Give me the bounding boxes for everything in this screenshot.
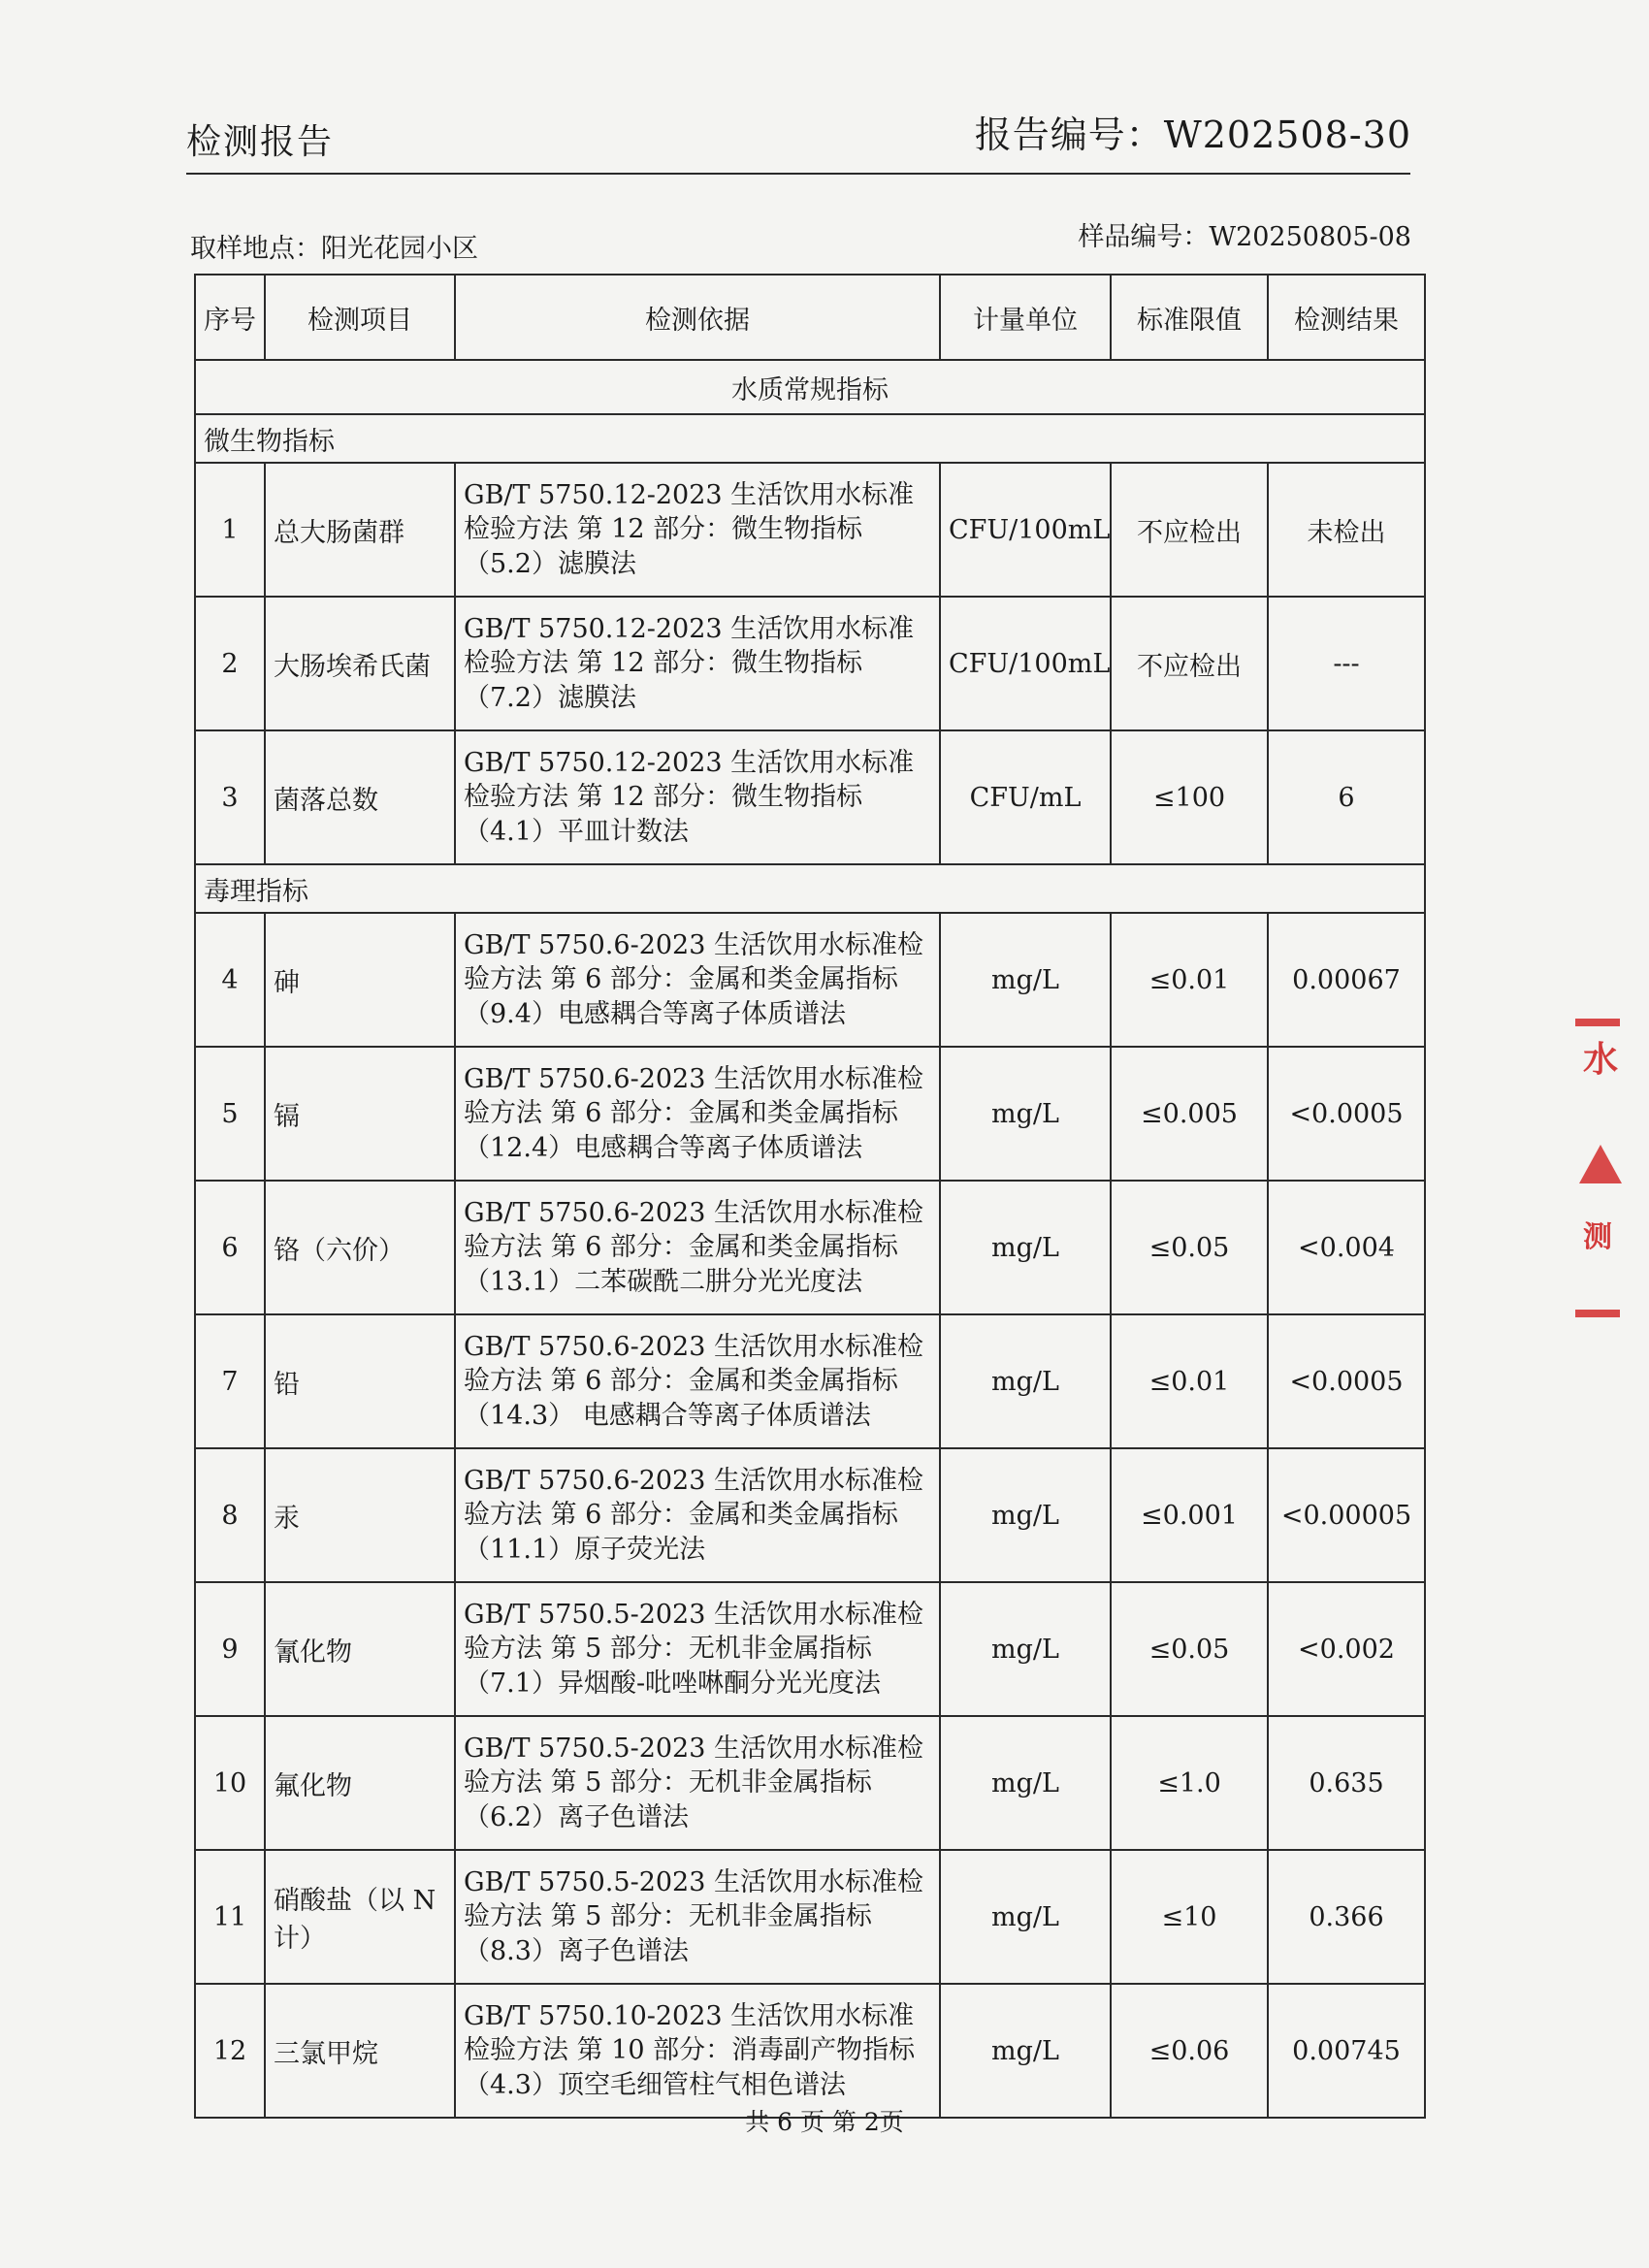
cell-item: 菌落总数 xyxy=(265,730,455,864)
col-header-result: 检测结果 xyxy=(1268,275,1425,360)
cell-basis: GB/T 5750.12-2023 生活饮用水标准检验方法 第 12 部分：微生物指标（4.1）平皿计数法 xyxy=(455,730,940,864)
cell-limit: 不应检出 xyxy=(1111,597,1268,730)
cell-limit: ≤0.01 xyxy=(1111,913,1268,1047)
section-title-row xyxy=(195,360,1425,414)
cell-item: 汞 xyxy=(265,1448,455,1582)
cell-limit: ≤0.05 xyxy=(1111,1582,1268,1716)
cell-limit: 不应检出 xyxy=(1111,463,1268,597)
cell-basis: GB/T 5750.6-2023 生活饮用水标准检验方法 第 6 部分：金属和类金属指标（14.3） 电感耦合等离子体质谱法 xyxy=(455,1314,940,1448)
cell-item: 三氯甲烷 xyxy=(265,1984,455,2118)
cell-basis: GB/T 5750.6-2023 生活饮用水标准检验方法 第 6 部分：金属和类金属指标（13.1）二苯碳酰二肼分光光度法 xyxy=(455,1181,940,1314)
table-row xyxy=(195,1850,1425,1984)
cell-unit: mg/L xyxy=(940,1314,1111,1448)
stamp-star-mark xyxy=(1579,1145,1622,1183)
table-row xyxy=(195,913,1425,1047)
cell-result: 0.635 xyxy=(1268,1716,1425,1850)
cell-unit: mg/L xyxy=(940,913,1111,1047)
section-title: 水质常规指标 xyxy=(195,360,1425,414)
col-header-no: 序号 xyxy=(195,275,265,360)
cell-basis: GB/T 5750.12-2023 生活饮用水标准检验方法 第 12 部分：微生物指标（5.2）滤膜法 xyxy=(455,463,940,597)
table-row xyxy=(195,463,1425,597)
cell-unit: mg/L xyxy=(940,1984,1111,2118)
group-name: 毒理指标 xyxy=(195,864,1425,913)
cell-limit: ≤0.01 xyxy=(1111,1314,1268,1448)
col-header-unit: 计量单位 xyxy=(940,275,1111,360)
cell-limit: ≤0.05 xyxy=(1111,1181,1268,1314)
results-table xyxy=(194,274,1426,2119)
page-footer: 共 6 页 第 2页 xyxy=(745,2108,904,2136)
cell-result: <0.004 xyxy=(1268,1181,1425,1314)
sample-number: 样品编号：W20250805-08 xyxy=(1078,222,1411,252)
cell-no: 3 xyxy=(195,730,265,864)
table-row xyxy=(195,730,1425,864)
cell-item: 大肠埃希氏菌 xyxy=(265,597,455,730)
cell-no: 5 xyxy=(195,1047,265,1181)
cell-basis: GB/T 5750.6-2023 生活饮用水标准检验方法 第 6 部分：金属和类金属指标（11.1）原子荧光法 xyxy=(455,1448,940,1582)
cell-result: 6 xyxy=(1268,730,1425,864)
cell-unit: mg/L xyxy=(940,1582,1111,1716)
cell-item: 砷 xyxy=(265,913,455,1047)
cell-no: 4 xyxy=(195,913,265,1047)
table-row xyxy=(195,1582,1425,1716)
cell-limit: ≤1.0 xyxy=(1111,1716,1268,1850)
report-title: 检测报告 xyxy=(186,122,335,162)
red-seal-stamp xyxy=(1575,1019,1624,1319)
cell-no: 8 xyxy=(195,1448,265,1582)
cell-result: --- xyxy=(1268,597,1425,730)
cell-no: 1 xyxy=(195,463,265,597)
cell-basis: GB/T 5750.5-2023 生活饮用水标准检验方法 第 5 部分：无机非金属指标（8.3）离子色谱法 xyxy=(455,1850,940,1984)
header-divider xyxy=(186,173,1410,175)
cell-item: 铅 xyxy=(265,1314,455,1448)
cell-basis: GB/T 5750.5-2023 生活饮用水标准检验方法 第 5 部分：无机非金属指标（7.1）异烟酸-吡唑啉酮分光光度法 xyxy=(455,1582,940,1716)
cell-item: 镉 xyxy=(265,1047,455,1181)
cell-item: 铬（六价） xyxy=(265,1181,455,1314)
group-header-row xyxy=(195,414,1425,463)
cell-unit: mg/L xyxy=(940,1850,1111,1984)
cell-result: 0.00745 xyxy=(1268,1984,1425,2118)
table-header-row xyxy=(195,275,1425,360)
cell-result: <0.002 xyxy=(1268,1582,1425,1716)
cell-limit: ≤10 xyxy=(1111,1850,1268,1984)
cell-no: 10 xyxy=(195,1716,265,1850)
cell-result: 0.00067 xyxy=(1268,913,1425,1047)
cell-no: 11 xyxy=(195,1850,265,1984)
cell-limit: ≤0.001 xyxy=(1111,1448,1268,1582)
table-row xyxy=(195,1448,1425,1582)
cell-result: 0.366 xyxy=(1268,1850,1425,1984)
cell-basis: GB/T 5750.5-2023 生活饮用水标准检验方法 第 5 部分：无机非金属指标（6.2）离子色谱法 xyxy=(455,1716,940,1850)
cell-unit: mg/L xyxy=(940,1181,1111,1314)
cell-result: <0.0005 xyxy=(1268,1314,1425,1448)
stamp-edge-bottom xyxy=(1575,1310,1620,1317)
cell-no: 9 xyxy=(195,1582,265,1716)
cell-result: <0.0005 xyxy=(1268,1047,1425,1181)
cell-no: 12 xyxy=(195,1984,265,2118)
cell-item: 氰化物 xyxy=(265,1582,455,1716)
cell-item: 总大肠菌群 xyxy=(265,463,455,597)
group-header-row xyxy=(195,864,1425,913)
cell-unit: CFU/mL xyxy=(940,730,1111,864)
table-row xyxy=(195,597,1425,730)
report-number: 报告编号：W202508-30 xyxy=(974,113,1411,156)
cell-unit: mg/L xyxy=(940,1716,1111,1850)
cell-item: 硝酸盐（以 N 计） xyxy=(265,1850,455,1984)
table-row xyxy=(195,1047,1425,1181)
cell-limit: ≤0.005 xyxy=(1111,1047,1268,1181)
col-header-item: 检测项目 xyxy=(265,275,455,360)
cell-unit: CFU/100mL xyxy=(940,597,1111,730)
cell-basis: GB/T 5750.6-2023 生活饮用水标准检验方法 第 6 部分：金属和类金属指标（9.4）电感耦合等离子体质谱法 xyxy=(455,913,940,1047)
cell-result: <0.00005 xyxy=(1268,1448,1425,1582)
cell-limit: ≤100 xyxy=(1111,730,1268,864)
table-row xyxy=(195,1716,1425,1850)
stamp-edge-top xyxy=(1575,1019,1620,1026)
col-header-basis: 检测依据 xyxy=(455,275,940,360)
cell-item: 氟化物 xyxy=(265,1716,455,1850)
cell-no: 7 xyxy=(195,1314,265,1448)
col-header-limit: 标准限值 xyxy=(1111,275,1268,360)
cell-result: 未检出 xyxy=(1268,463,1425,597)
cell-basis: GB/T 5750.10-2023 生活饮用水标准检验方法 第 10 部分：消毒副产物指标（4.3）顶空毛细管柱气相色谱法 xyxy=(455,1984,940,2118)
cell-basis: GB/T 5750.12-2023 生活饮用水标准检验方法 第 12 部分：微生物指标（7.2）滤膜法 xyxy=(455,597,940,730)
cell-basis: GB/T 5750.6-2023 生活饮用水标准检验方法 第 6 部分：金属和类金属指标（12.4）电感耦合等离子体质谱法 xyxy=(455,1047,940,1181)
table-row xyxy=(195,1984,1425,2118)
stamp-char-1: 水 xyxy=(1583,1039,1619,1080)
group-name: 微生物指标 xyxy=(195,414,1425,463)
cell-unit: CFU/100mL xyxy=(940,463,1111,597)
sampling-location: 取样地点：阳光花园小区 xyxy=(190,234,478,264)
cell-unit: mg/L xyxy=(940,1448,1111,1582)
cell-unit: mg/L xyxy=(940,1047,1111,1181)
table-body xyxy=(195,360,1425,2118)
table-row xyxy=(195,1314,1425,1448)
stamp-char-2: 测 xyxy=(1583,1220,1612,1254)
cell-no: 6 xyxy=(195,1181,265,1314)
table-row xyxy=(195,1181,1425,1314)
cell-no: 2 xyxy=(195,597,265,730)
cell-limit: ≤0.06 xyxy=(1111,1984,1268,2118)
